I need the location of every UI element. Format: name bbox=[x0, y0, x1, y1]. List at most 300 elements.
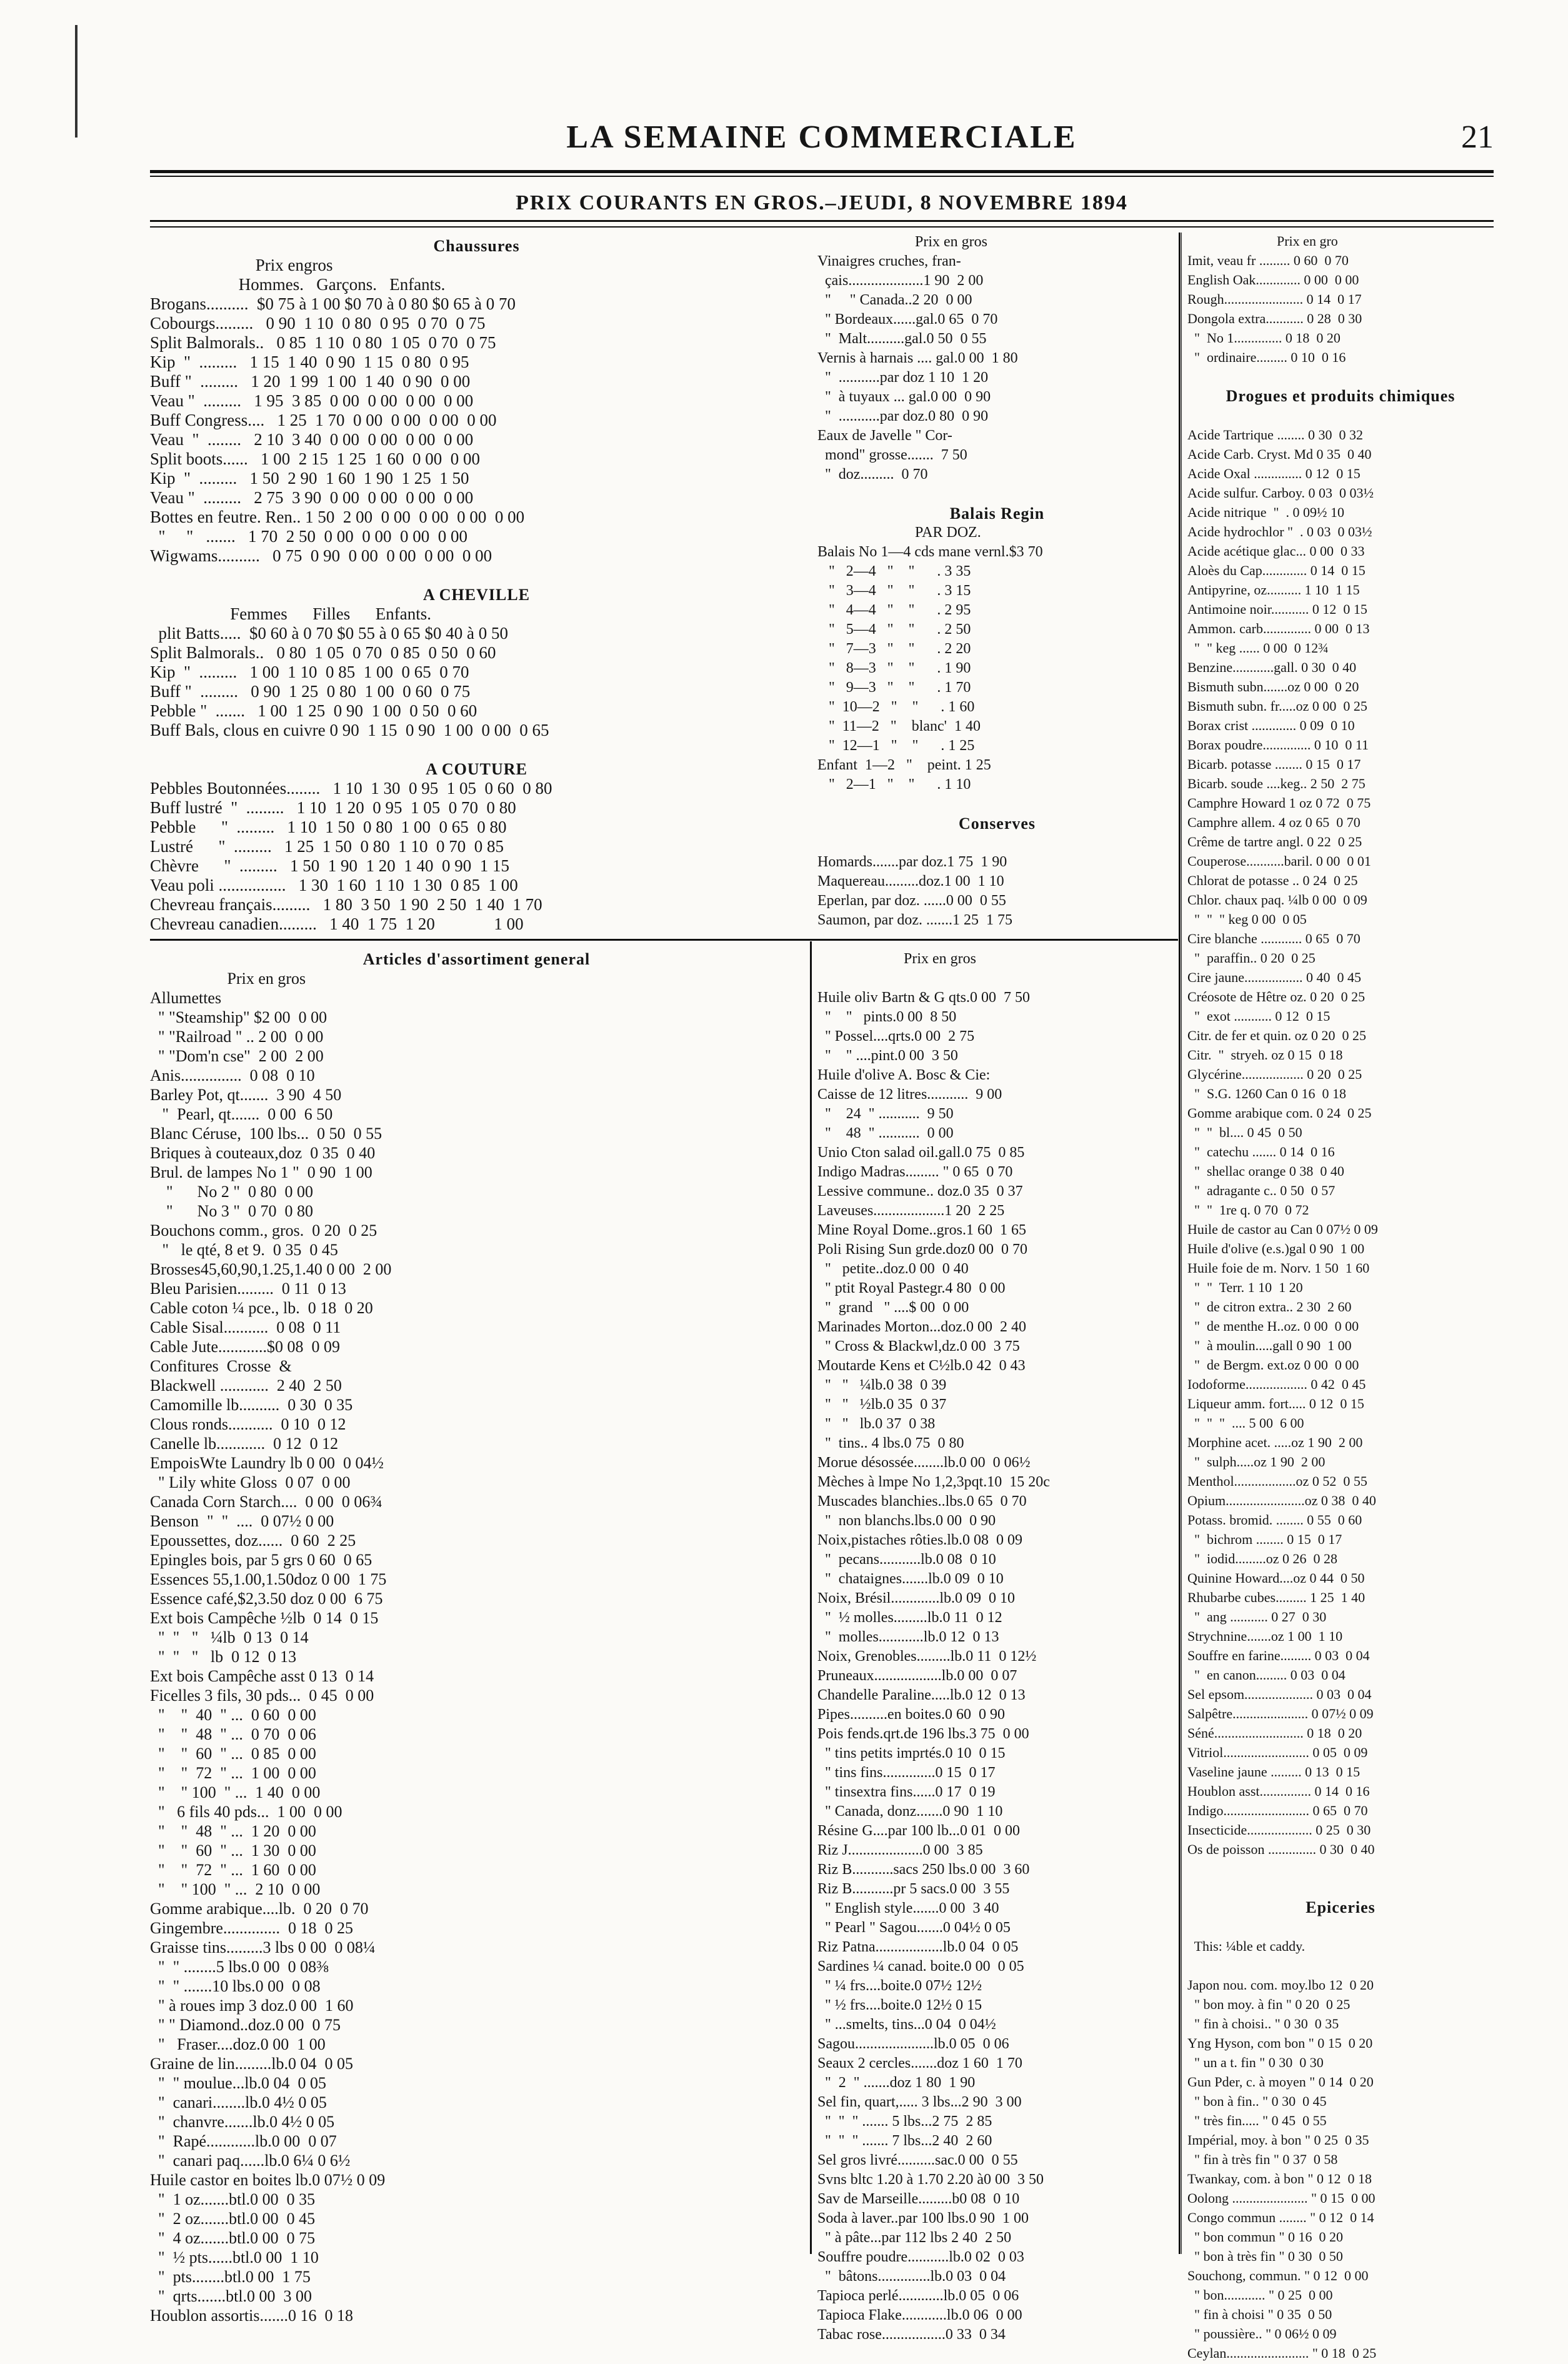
price-line: Buff " ......... 0 90 1 25 0 80 1 00 0 60 0 75 bbox=[150, 682, 471, 701]
price-line: " No 3 " 0 70 0 80 bbox=[150, 1202, 314, 1220]
price-line: Vitriol......................... 0 05 0 09 bbox=[1187, 1745, 1368, 1760]
price-line: Gun Pder, c. à moyen " 0 14 0 20 bbox=[1187, 2074, 1374, 2090]
price-line: " poussière.. " 0 06½ 0 09 bbox=[1187, 2326, 1337, 2341]
price-line: " ½ pts......btl.0 00 1 10 bbox=[150, 2248, 319, 2266]
price-line: " " Canada..2 20 0 00 bbox=[817, 292, 972, 308]
price-line: Briques à couteaux,doz 0 35 0 40 bbox=[150, 1144, 376, 1162]
price-line: Borax poudre.............. 0 10 0 11 bbox=[1187, 737, 1369, 753]
price-line: " 3—4 " " . 3 15 bbox=[817, 583, 971, 599]
price-line: Femmes Filles Enfants. bbox=[150, 604, 431, 623]
price-line: Pois fends.qrt.de 196 lbs.3 75 0 00 bbox=[817, 1726, 1029, 1742]
price-line: " tins.. 4 lbs.0 75 0 80 bbox=[817, 1435, 964, 1451]
price-line: " ptit Royal Pastegr.4 80 0 00 bbox=[817, 1280, 1006, 1296]
price-line bbox=[817, 969, 1177, 989]
price-line: " S.G. 1260 Can 0 16 0 18 bbox=[1187, 1086, 1347, 1101]
section-heading: A COUTURE bbox=[426, 760, 527, 778]
price-line: Couperose...........baril. 0 00 0 01 bbox=[1187, 853, 1371, 869]
price-line: Créosote de Hêtre oz. 0 20 0 25 bbox=[1187, 989, 1366, 1004]
price-line: " de menthe H..oz. 0 00 0 00 bbox=[1187, 1318, 1359, 1334]
price-line: " bichrom ........ 0 15 0 17 bbox=[1187, 1531, 1342, 1547]
price-line: Ceylan........................ " 0 18 0 25 bbox=[1187, 2345, 1377, 2361]
price-line: Bicarb. soude ....keg.. 2 50 2 75 bbox=[1187, 776, 1366, 791]
price-line: Souchong, commun. " 0 12 0 00 bbox=[1187, 2268, 1369, 2283]
price-line: " 1 oz.......btl.0 00 0 35 bbox=[150, 2190, 316, 2208]
price-line: " le qté, 8 et 9. 0 35 0 45 bbox=[150, 1241, 338, 1259]
price-line: Souffre en farine......... 0 03 0 04 bbox=[1187, 1648, 1370, 1663]
section-subtitle: PRIX COURANTS EN GROS.–JEUDI, 8 NOVEMBRE 1894 bbox=[516, 191, 1128, 214]
price-line: Gingembre.............. 0 18 0 25 bbox=[150, 1919, 353, 1937]
price-line: Buff " ......... 1 20 1 99 1 00 1 40 0 90 0 00 bbox=[150, 372, 471, 391]
price-line: Chèvre " ......... 1 50 1 90 1 20 1 40 0 90 1 15 bbox=[150, 856, 509, 875]
price-line: Pebble " ......... 1 10 1 50 0 80 1 00 0 65 0 80 bbox=[150, 818, 507, 836]
price-line: " iodid.........oz 0 26 0 28 bbox=[1187, 1551, 1337, 1566]
price-line: Menthol..................oz 0 52 0 55 bbox=[1187, 1473, 1367, 1489]
price-line: " en canon......... 0 03 0 04 bbox=[1187, 1667, 1346, 1683]
price-line: Quinine Howard....oz 0 44 0 50 bbox=[1187, 1570, 1365, 1586]
subtitle-rule-thin bbox=[150, 226, 1494, 228]
price-line: " " 60 " ... 0 85 0 00 bbox=[150, 1745, 316, 1763]
price-line: Crême de tartre angl. 0 22 0 25 bbox=[1187, 834, 1362, 849]
price-line: Cire jaune................. 0 40 0 45 bbox=[1187, 969, 1362, 985]
price-line: Benson " " .... 0 07½ 0 00 bbox=[150, 1512, 334, 1530]
price-line: Tabac rose.................0 33 0 34 bbox=[817, 2326, 1006, 2343]
price-line: " " .......10 lbs.0 00 0 08 bbox=[150, 1977, 321, 1995]
price-line: Unio Cton salad oil.gall.0 75 0 85 bbox=[817, 1144, 1025, 1161]
price-line: Gomme arabique com. 0 24 0 25 bbox=[1187, 1105, 1372, 1121]
price-line: " chataignes.......lb.0 09 0 10 bbox=[817, 1571, 1004, 1587]
price-line: Brogans.......... $0 75 à 1 00 $0 70 à 0 80 $0 65 à 0 70 bbox=[150, 294, 516, 313]
price-line: Graisse tins.........3 lbs 0 00 0 08¼ bbox=[150, 1938, 376, 1956]
price-line: " canari paq......lb.0 6¼ 0 6½ bbox=[150, 2151, 351, 2170]
price-line: Veau " ......... 2 75 3 90 0 00 0 00 0 00 0 00 bbox=[150, 488, 474, 507]
price-line: Blanc Céruse, 100 lbs... 0 50 0 55 bbox=[150, 1124, 382, 1143]
price-line: " " Terr. 1 10 1 20 bbox=[1187, 1280, 1303, 1295]
price-line: Prix en gro bbox=[1187, 233, 1338, 249]
price-line: Pebble " ....... 1 00 1 25 0 90 1 00 0 50 0 60 bbox=[150, 701, 477, 720]
price-line: Benzine............gall. 0 30 0 40 bbox=[1187, 659, 1357, 675]
price-line: Huile castor en boites lb.0 07½ 0 09 bbox=[150, 2171, 386, 2189]
price-line: Riz J....................0 00 3 85 bbox=[817, 1842, 983, 1858]
price-line: Poli Rising Sun grde.doz0 00 0 70 bbox=[817, 1241, 1028, 1258]
price-line: " " moulue...lb.0 04 0 05 bbox=[150, 2074, 326, 2092]
price-line: Séné.......................... 0 18 0 20 bbox=[1187, 1725, 1362, 1741]
price-line: " sulph.....oz 1 90 2 00 bbox=[1187, 1454, 1326, 1470]
section-heading: Epiceries bbox=[1306, 1898, 1376, 1916]
price-line: " pts........btl.0 00 1 75 bbox=[150, 2268, 311, 2286]
price-line: Moutarde Kens et C½lb.0 42 0 43 bbox=[817, 1358, 1026, 1374]
price-line: Acide acétique glac... 0 00 0 33 bbox=[1187, 543, 1365, 559]
price-line: " " " keg 0 00 0 05 bbox=[1187, 911, 1307, 927]
price-line: Split Balmorals.. 0 85 1 10 0 80 1 05 0 70 0 75 bbox=[150, 333, 496, 352]
price-line bbox=[1187, 1918, 1494, 1938]
price-line: Iodoforme.................. 0 42 0 45 bbox=[1187, 1376, 1366, 1392]
price-line: Chevreau français......... 1 80 3 50 1 90 2 50 1 40 1 70 bbox=[150, 895, 542, 914]
price-line: Anis............... 0 08 0 10 bbox=[150, 1066, 315, 1084]
price-line: Acide sulfur. Carboy. 0 03 0 03½ bbox=[1187, 485, 1374, 501]
price-line: " qrts.......btl.0 00 3 00 bbox=[150, 2287, 312, 2305]
price-line: " fin à choisi " 0 35 0 50 bbox=[1187, 2306, 1332, 2322]
price-line: " Cross & Blackwl,dz.0 00 3 75 bbox=[817, 1338, 1020, 1355]
price-line: " bâtons..............lb.0 03 0 04 bbox=[817, 2268, 1006, 2285]
price-line: Morue désossée........lb.0 00 0 06½ bbox=[817, 1455, 1031, 1471]
price-line: Yng Hyson, com bon " 0 15 0 20 bbox=[1187, 2035, 1373, 2051]
price-line: Lustré " ......... 1 25 1 50 0 80 1 10 0 70 0 85 bbox=[150, 837, 504, 856]
price-line: Antimoine noir........... 0 12 0 15 bbox=[1187, 601, 1367, 617]
price-line: Os de poisson .............. 0 30 0 40 bbox=[1187, 1841, 1375, 1857]
price-line: Congo commun ........ " 0 12 0 14 bbox=[1187, 2210, 1374, 2225]
price-line: Hommes. Garçons. Enfants. bbox=[150, 275, 446, 294]
price-line: Souffre poudre...........lb.0 02 0 03 bbox=[817, 2249, 1024, 2265]
price-line: Prix en gros bbox=[150, 969, 306, 988]
subtitle-rule bbox=[150, 220, 1494, 222]
price-line: " " 72 " ... 1 60 0 00 bbox=[150, 1861, 316, 1879]
price-line: " Rapé............lb.0 00 0 07 bbox=[150, 2132, 337, 2150]
price-line: Potass. bromid. ........ 0 55 0 60 bbox=[1187, 1512, 1362, 1528]
price-line: Brul. de lampes No 1 " 0 90 1 00 bbox=[150, 1163, 372, 1181]
price-line: Allumettes bbox=[150, 989, 222, 1007]
price-line bbox=[150, 740, 803, 759]
price-line: Buff Congress.... 1 25 1 70 0 00 0 00 0 00 0 00 bbox=[150, 411, 497, 429]
price-line: Twankay, com. à bon " 0 12 0 18 bbox=[1187, 2171, 1372, 2186]
price-line: " bon à fin.. " 0 30 0 45 bbox=[1187, 2093, 1327, 2109]
price-line: Chevreau canadien......... 1 40 1 75 1 20 1 00 bbox=[150, 914, 524, 933]
price-line: " adragante c.. 0 50 0 57 bbox=[1187, 1183, 1336, 1198]
price-line: " très fin..... " 0 45 0 55 bbox=[1187, 2113, 1327, 2128]
price-line: Veau poli ................ 1 30 1 60 1 10 1 30 0 85 1 00 bbox=[150, 876, 518, 894]
price-line: " " ........5 lbs.0 00 0 08⅜ bbox=[150, 1958, 329, 1976]
section-heading: Drogues et produits chimiques bbox=[1226, 387, 1456, 405]
price-line: " " 72 " ... 1 00 0 00 bbox=[150, 1764, 316, 1782]
price-line: " "Dom'n cse" 2 00 2 00 bbox=[150, 1047, 324, 1065]
price-line: Enfant 1—2 " peint. 1 25 bbox=[817, 757, 991, 773]
price-line: This: ¼ble et caddy. bbox=[1187, 1938, 1306, 1954]
price-line: " molles............lb.0 12 0 13 bbox=[817, 1629, 999, 1645]
price-line: Bleu Parisien......... 0 11 0 13 bbox=[150, 1280, 346, 1298]
price-line: Canelle lb............ 0 12 0 12 bbox=[150, 1435, 339, 1453]
price-line: " " " ¼lb 0 13 0 14 bbox=[150, 1628, 309, 1646]
price-line: Glycérine.................. 0 20 0 25 bbox=[1187, 1066, 1362, 1082]
price-line: " 24 " ........... 9 50 bbox=[817, 1106, 954, 1122]
price-line: " English style.......0 00 3 40 bbox=[817, 1900, 999, 1916]
price-line: Riz Patna..................lb.0 04 0 05 bbox=[817, 1939, 1019, 1955]
price-line: " " Diamond..doz.0 00 0 75 bbox=[150, 2016, 341, 2034]
price-line: " fin à choisi.. " 0 30 0 35 bbox=[1187, 2016, 1339, 2031]
price-line: " canari........lb.0 4½ 0 05 bbox=[150, 2093, 327, 2111]
price-line: Acide Oxal .............. 0 12 0 15 bbox=[1187, 466, 1361, 481]
price-line: Huile d'olive (e.s.)gal 0 90 1 00 bbox=[1187, 1241, 1365, 1256]
price-line: Cire blanche ............ 0 65 0 70 bbox=[1187, 931, 1361, 946]
price-line: " à moulin.....gall 0 90 1 00 bbox=[1187, 1338, 1352, 1353]
price-line: " ½ frs....boite.0 12½ 0 15 bbox=[817, 1997, 982, 2013]
price-line: " " 60 " ... 1 30 0 00 bbox=[150, 1841, 316, 1860]
price-line: Vinaigres cruches, fran- bbox=[817, 253, 961, 269]
price-line: " ordinaire......... 0 10 0 16 bbox=[1187, 349, 1346, 365]
price-line: " 6 fils 40 pds... 1 00 0 00 bbox=[150, 1803, 342, 1821]
price-line: EmpoisWte Laundry lb 0 00 0 04½ bbox=[150, 1454, 384, 1472]
price-line: Eaux de Javelle " Cor- bbox=[817, 428, 952, 444]
articles-assortiment-left bbox=[150, 950, 803, 2325]
price-line: " "Steamship" $2 00 0 00 bbox=[150, 1008, 327, 1026]
price-line: Epingles bois, par 5 grs 0 60 0 65 bbox=[150, 1551, 372, 1569]
articles-assortiment-right bbox=[817, 950, 1177, 2343]
price-line: " Lily white Gloss 0 07 0 00 bbox=[150, 1473, 351, 1491]
price-line: " No 1.............. 0 18 0 20 bbox=[1187, 330, 1341, 346]
price-line: plit Batts..... $0 60 à 0 70 $0 55 à 0 65 $0 40 à 0 50 bbox=[150, 624, 508, 643]
price-line: Vaseline jaune ......... 0 13 0 15 bbox=[1187, 1764, 1361, 1780]
price-line bbox=[1187, 1860, 1494, 1880]
price-line: Canada Corn Starch.... 0 00 0 06¾ bbox=[150, 1493, 382, 1511]
price-line: " 12—1 " " . 1 25 bbox=[817, 738, 975, 754]
price-line: Prix en gros bbox=[817, 234, 987, 250]
price-line: Cable Jute............$0 08 0 09 bbox=[150, 1338, 341, 1356]
price-line: Liqueur amm. fort..... 0 12 0 15 bbox=[1187, 1396, 1364, 1411]
price-line bbox=[1187, 1880, 1494, 1899]
price-line: Muscades blanchies..lbs.0 65 0 70 bbox=[817, 1493, 1027, 1510]
price-line: Marinades Morton...doz.0 00 2 40 bbox=[817, 1319, 1026, 1335]
price-line: Pebbles Boutonnées........ 1 10 1 30 0 95 1 05 0 60 0 80 bbox=[150, 779, 552, 798]
price-line: Indigo......................... 0 65 0 70 bbox=[1187, 1803, 1368, 1818]
price-line: Insecticide................... 0 25 0 30 bbox=[1187, 1822, 1371, 1838]
price-line: Huile oliv Bartn & G qts.0 00 7 50 bbox=[817, 989, 1030, 1006]
price-line: Seaux 2 cercles.......doz 1 60 1 70 bbox=[817, 2055, 1022, 2071]
price-line: Sav de Marseille.........b0 08 0 10 bbox=[817, 2191, 1020, 2207]
price-line: " " 48 " ... 1 20 0 00 bbox=[150, 1822, 316, 1840]
price-line: Ext bois Campêche ½lb 0 14 0 15 bbox=[150, 1609, 379, 1627]
price-line: Buff Bals, clous en cuivre 0 90 1 15 0 90 1 00 0 00 0 65 bbox=[150, 721, 549, 739]
price-line: " " keg ...... 0 00 0 12¾ bbox=[1187, 640, 1329, 656]
section-heading: Conserves bbox=[958, 814, 1036, 833]
price-line bbox=[1187, 1957, 1494, 1976]
price-line: " à roues imp 3 doz.0 00 1 60 bbox=[150, 1996, 354, 2015]
price-line: Camphre allem. 4 oz 0 65 0 70 bbox=[1187, 814, 1361, 830]
price-line: Acide Carb. Cryst. Md 0 35 0 40 bbox=[1187, 446, 1372, 462]
price-line: Gomme arabique....lb. 0 20 0 70 bbox=[150, 1900, 369, 1918]
price-line: " " " ....... 5 lbs...2 75 2 85 bbox=[817, 2113, 992, 2130]
price-line bbox=[817, 484, 1177, 504]
price-line: Clous ronds........... 0 10 0 12 bbox=[150, 1415, 346, 1433]
price-line: çais....................1 90 2 00 bbox=[817, 273, 984, 289]
price-line: " petite..doz.0 00 0 40 bbox=[817, 1261, 969, 1277]
price-line: " ...........par doz.0 80 0 90 bbox=[817, 408, 989, 424]
price-line: Chandelle Paraline.....lb.0 12 0 13 bbox=[817, 1687, 1026, 1703]
price-line: " " 100 " ... 1 40 0 00 bbox=[150, 1783, 321, 1801]
price-line bbox=[817, 794, 1177, 814]
price-line: Indigo Madras......... " 0 65 0 70 bbox=[817, 1164, 1013, 1180]
price-line: " 4—4 " " . 2 95 bbox=[817, 602, 971, 618]
price-line: " un a t. fin " 0 30 0 30 bbox=[1187, 2055, 1324, 2070]
price-line: " Malt..........gal.0 50 0 55 bbox=[817, 331, 987, 347]
price-line: Split Balmorals.. 0 80 1 05 0 70 0 85 0 50 0 60 bbox=[150, 643, 496, 662]
section-heading: A CHEVILLE bbox=[422, 586, 531, 604]
price-line: " 2 oz.......btl.0 00 0 45 bbox=[150, 2210, 316, 2228]
price-line: Prix en gros bbox=[817, 951, 976, 967]
price-line: Essence café,$2,3.50 doz 0 00 6 75 bbox=[150, 1590, 383, 1608]
price-line: " 9—3 " " . 1 70 bbox=[817, 679, 971, 696]
page-header bbox=[150, 113, 1494, 163]
price-line: " Pearl " Sagou.......0 04½ 0 05 bbox=[817, 1920, 1011, 1936]
price-line: " grand " ....$ 00 0 00 bbox=[817, 1300, 969, 1316]
price-line: " " 1re q. 0 70 0 72 bbox=[1187, 1202, 1309, 1218]
price-line: " de Bergm. ext.oz 0 00 0 00 bbox=[1187, 1357, 1359, 1373]
price-line: " " ¼lb.0 38 0 39 bbox=[817, 1377, 947, 1393]
price-line: Acide hydrochlor " . 0 03 0 03½ bbox=[1187, 524, 1372, 539]
vinaigres-balais-column bbox=[817, 233, 1177, 936]
price-line: English Oak............. 0 00 0 00 bbox=[1187, 272, 1359, 288]
price-line: Huile d'olive A. Bosc & Cie: bbox=[817, 1067, 991, 1083]
price-line: " pecans...........lb.0 08 0 10 bbox=[817, 1551, 996, 1568]
price-line: Svns bltc 1.20 à 1.70 2.20 à0 00 3 50 bbox=[817, 2171, 1044, 2188]
price-line: " tins petits imprtés.0 10 0 15 bbox=[817, 1745, 1006, 1761]
price-line: Caisse de 12 litres........... 9 00 bbox=[817, 1086, 1002, 1103]
price-line: Confitures Crosse & bbox=[150, 1357, 292, 1375]
price-line: " " " lb 0 12 0 13 bbox=[150, 1648, 297, 1666]
price-line: Pruneaux..................lb.0 00 0 07 bbox=[817, 1668, 1017, 1684]
price-line: " exot ........... 0 12 0 15 bbox=[1187, 1008, 1331, 1024]
price-line: " à tuyaux ... gal.0 00 0 90 bbox=[817, 389, 991, 405]
price-line: Lessive commune.. doz.0 35 0 37 bbox=[817, 1183, 1023, 1200]
price-line: Homards.......par doz.1 75 1 90 bbox=[817, 854, 1007, 870]
page-edge-mark bbox=[75, 25, 77, 138]
header-rule bbox=[150, 170, 1494, 173]
price-line: " ½ molles.........lb.0 11 0 12 bbox=[817, 1610, 1002, 1626]
page-number: 21 bbox=[1461, 119, 1494, 155]
price-line: Aloès du Cap............. 0 14 0 15 bbox=[1187, 563, 1366, 578]
price-line: Acide Tartrique ........ 0 30 0 32 bbox=[1187, 427, 1363, 443]
price-line: Rhubarbe cubes......... 1 25 1 40 bbox=[1187, 1590, 1366, 1605]
price-line: " " " ....... 7 lbs...2 40 2 60 bbox=[817, 2133, 992, 2149]
section-divider bbox=[150, 939, 1178, 941]
price-line: " No 2 " 0 80 0 00 bbox=[150, 1183, 314, 1201]
price-line: Vernis à harnais .... gal.0 00 1 80 bbox=[817, 350, 1018, 366]
price-line: Sel epsom.................... 0 03 0 04 bbox=[1187, 1686, 1372, 1702]
price-line: Sel gros livré..........sac.0 00 0 55 bbox=[817, 2152, 1018, 2168]
price-line: " " lb.0 37 0 38 bbox=[817, 1416, 936, 1432]
price-line: " Possel....qrts.0 00 2 75 bbox=[817, 1028, 975, 1044]
price-line: " bon commun " 0 16 0 20 bbox=[1187, 2229, 1343, 2245]
price-line: Bicarb. potasse ........ 0 15 0 17 bbox=[1187, 756, 1361, 772]
price-line: " " ½lb.0 35 0 37 bbox=[817, 1396, 947, 1413]
price-line: Laveuses...................1 20 2 25 bbox=[817, 1203, 1005, 1219]
price-line: " " bl.... 0 45 0 50 bbox=[1187, 1124, 1302, 1140]
column-divider-2 bbox=[1179, 233, 1181, 2254]
column-divider-3 bbox=[1181, 233, 1182, 2254]
price-line: Mèches à lmpe No 1,2,3pqt.10 15 20c bbox=[817, 1474, 1050, 1490]
price-line: " " 40 " ... 0 60 0 00 bbox=[150, 1706, 316, 1724]
price-line: " fin à très fin " 0 37 0 58 bbox=[1187, 2151, 1338, 2167]
price-line: " de citron extra.. 2 30 2 60 bbox=[1187, 1299, 1352, 1315]
price-line: Chlor. chaux paq. ¼lb 0 00 0 09 bbox=[1187, 892, 1367, 908]
price-line: " Canada, donz.......0 90 1 10 bbox=[817, 1803, 1003, 1820]
price-line: Citr. de fer et quin. oz 0 20 0 25 bbox=[1187, 1028, 1366, 1043]
price-line: Morphine acet. .....oz 1 90 2 00 bbox=[1187, 1435, 1363, 1450]
price-line: Ficelles 3 fils, 30 pds... 0 45 0 00 bbox=[150, 1686, 374, 1705]
section-heading: Balais Regin bbox=[949, 504, 1045, 523]
price-line: Strychnine.......oz 1 00 1 10 bbox=[1187, 1628, 1343, 1644]
price-line: Eperlan, par doz. ......0 00 0 55 bbox=[817, 893, 1006, 909]
chaussures-table bbox=[150, 236, 803, 936]
price-line: " "Railroad " .. 2 00 0 00 bbox=[150, 1028, 324, 1046]
price-line: Bouchons comm., gros. 0 20 0 25 bbox=[150, 1221, 377, 1240]
price-line: " catechu ....... 0 14 0 16 bbox=[1187, 1144, 1335, 1159]
price-line: Opium.......................oz 0 38 0 40 bbox=[1187, 1493, 1376, 1508]
price-line: " 11—2 " blanc' 1 40 bbox=[817, 718, 981, 734]
price-line: Sagou.....................lb.0 05 0 06 bbox=[817, 2036, 1009, 2052]
price-line: " 10—2 " " . 1 60 bbox=[817, 699, 975, 715]
price-line: Camomille lb.......... 0 30 0 35 bbox=[150, 1396, 353, 1414]
price-line: Bismuth subn. fr.....oz 0 00 0 25 bbox=[1187, 698, 1367, 714]
price-line: " " 48 " ... 0 70 0 06 bbox=[150, 1725, 316, 1743]
price-line: Tapioca perlé............lb.0 05 0 06 bbox=[817, 2288, 1019, 2304]
price-line: " bon à très fin " 0 30 0 50 bbox=[1187, 2248, 1343, 2264]
price-line: Noix,pistaches rôties.lb.0 08 0 09 bbox=[817, 1532, 1022, 1548]
price-line: Kip " ......... 1 15 1 40 0 90 1 15 0 80 0 95 bbox=[150, 353, 469, 371]
price-line: " ...smelts, tins...0 04 0 04½ bbox=[817, 2016, 996, 2033]
section-heading: Chaussures bbox=[433, 237, 520, 255]
price-line: Balais No 1—4 cds mane vernl.$3 70 bbox=[817, 544, 1043, 560]
price-line: Cable Sisal........... 0 08 0 11 bbox=[150, 1318, 341, 1336]
price-line: Kip " ......... 1 00 1 10 0 85 1 00 0 65 0 70 bbox=[150, 663, 469, 681]
price-line: Citr. " stryeh. oz 0 15 0 18 bbox=[1187, 1047, 1343, 1063]
price-line: Prix engros bbox=[150, 256, 333, 274]
price-line: Acide nitrique " . 0 09½ 10 bbox=[1187, 504, 1344, 520]
price-line: Wigwams.......... 0 75 0 90 0 00 0 00 0 00 0 00 bbox=[150, 546, 492, 565]
price-line bbox=[1187, 407, 1494, 426]
price-line: Blackwell ............ 2 40 2 50 bbox=[150, 1376, 342, 1395]
price-line: " shellac orange 0 38 0 40 bbox=[1187, 1163, 1344, 1179]
price-line: " bon moy. à fin " 0 20 0 25 bbox=[1187, 1996, 1351, 2012]
price-line: Pipes..........en boites.0 60 0 90 bbox=[817, 1706, 1005, 1723]
price-line: " chanvre.......lb.0 4½ 0 05 bbox=[150, 2113, 335, 2131]
price-line: Epoussettes, doz...... 0 60 2 25 bbox=[150, 1531, 356, 1550]
price-line bbox=[150, 566, 803, 585]
price-line: " 2—4 " " . 3 35 bbox=[817, 563, 971, 579]
header-rule-thin bbox=[150, 176, 1494, 177]
price-line: Barley Pot, qt....... 3 90 4 50 bbox=[150, 1086, 342, 1104]
price-line: Rough....................... 0 14 0 17 bbox=[1187, 291, 1362, 307]
price-line: Bismuth subn.......oz 0 00 0 20 bbox=[1187, 679, 1359, 694]
price-line: " 5—4 " " . 2 50 bbox=[817, 621, 971, 638]
price-line: " Bordeaux......gal.0 65 0 70 bbox=[817, 311, 998, 328]
price-line: " bon............ " 0 25 0 00 bbox=[1187, 2287, 1333, 2303]
price-line: Dongola extra........... 0 28 0 30 bbox=[1187, 311, 1362, 326]
price-line: Noix, Grenobles.........lb.0 11 0 12½ bbox=[817, 1648, 1037, 1665]
price-line: Salpêtre...................... 0 07½ 0 09 bbox=[1187, 1706, 1374, 1721]
price-line: Mine Royal Dome..gros.1 60 1 65 bbox=[817, 1222, 1026, 1238]
price-line bbox=[1187, 368, 1494, 388]
price-line: Saumon, par doz. .......1 25 1 75 bbox=[817, 912, 1012, 928]
price-line: Imit, veau fr ......... 0 60 0 70 bbox=[1187, 253, 1349, 268]
price-line: PAR DOZ. bbox=[817, 524, 981, 541]
price-line: Huile de castor au Can 0 07½ 0 09 bbox=[1187, 1221, 1378, 1237]
price-line: " " ....... 1 70 2 50 0 00 0 00 0 00 0 00 bbox=[150, 527, 468, 546]
price-line: Soda à laver..par 100 lbs.0 90 1 00 bbox=[817, 2210, 1029, 2226]
price-line: " paraffin.. 0 20 0 25 bbox=[1187, 950, 1316, 966]
price-line: Cobourgs......... 0 90 1 10 0 80 0 95 0 70 0 75 bbox=[150, 314, 486, 333]
price-line bbox=[817, 833, 1177, 853]
price-line: " 2 " .......doz 1 80 1 90 bbox=[817, 2075, 976, 2091]
price-line: " doz......... 0 70 bbox=[817, 466, 928, 483]
price-line: Brosses45,60,90,1.25,1.40 0 00 2 00 bbox=[150, 1260, 392, 1278]
price-line: Oolong ...................... " 0 15 0 00 bbox=[1187, 2190, 1376, 2206]
price-line: Houblon asst............... 0 14 0 16 bbox=[1187, 1783, 1370, 1799]
price-line: Noix, Brésil.............lb.0 09 0 10 bbox=[817, 1590, 1015, 1606]
price-line: Houblon assortis.......0 16 0 18 bbox=[150, 2306, 353, 2325]
price-line: " tinsextra fins......0 17 0 19 bbox=[817, 1784, 996, 1800]
price-line: Veau " ........ 2 10 3 40 0 00 0 00 0 00 0 00 bbox=[150, 430, 474, 449]
price-line: Chlorat de potasse .. 0 24 0 25 bbox=[1187, 873, 1358, 888]
price-line: " " " .... 5 00 6 00 bbox=[1187, 1415, 1304, 1431]
column-divider-1 bbox=[810, 941, 812, 2254]
